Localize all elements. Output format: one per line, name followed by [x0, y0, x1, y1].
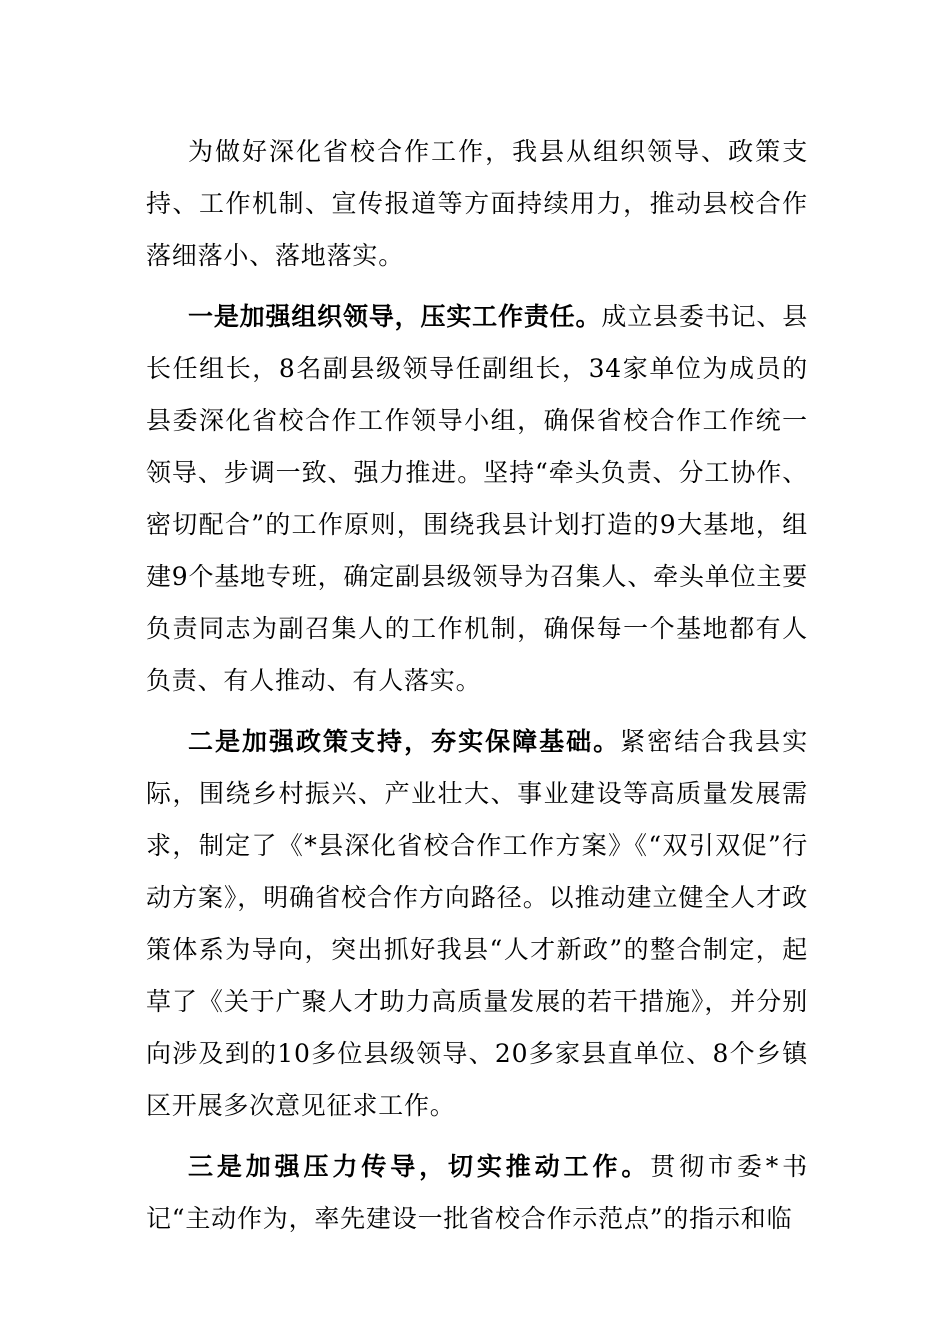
- section-two-text: 紧密结合我县实际，围绕乡村振兴、产业壮大、事业建设等高质量发展需求，制定了《*县深化省校合作工作方案》《“双引双促”行动方案》，明确省校合作方向路径。以推动建立健全人才政策体系为导向，突出抓好我县“人才新政”的整合制定，起草了《关于广聚人才助力高质量发展的若干措施》，并分别向涉及到的10多位县级领导、20多家县直单位、8个乡镇区开展多次意见征求工作。: [146, 727, 808, 1120]
- section-one-heading: 一是加强组织领导，压实工作责任。: [188, 302, 602, 331]
- section-one-text: 成立县委书记、县长任组长，8名副县级领导任副组长，34家单位为成员的县委深化省校合作工作领导小组，确保省校合作工作统一领导、步调一致、强力推进。坚持“牵头负责、分工协作、密切配合”的工作原则，围绕我县计划打造的9大基地，组建9个基地专班，确定副县级领导为召集人、牵头单位主要负责同志为副召集人的工作机制，确保每一个基地都有人负责、有人推动、有人落实。: [146, 302, 808, 695]
- intro-paragraph: [146, 126, 808, 282]
- section-three-heading: 三是加强压力传导，切实推动工作。: [188, 1152, 651, 1181]
- section-three-text: 贯彻市委*书记“主动作为，率先建设一批省校合作示范点”的指示和临: [146, 1152, 808, 1233]
- document-body: [146, 126, 808, 1245]
- section-three-paragraph: [146, 1141, 808, 1245]
- intro-text: 为做好深化省校合作工作，我县从组织领导、政策支持、工作机制、宣传报道等方面持续用力，推动县校合作落细落小、落地落实。: [146, 137, 808, 270]
- section-two-heading: 二是加强政策支持，夯实保障基础。: [188, 727, 621, 756]
- section-two-paragraph: [146, 716, 808, 1132]
- section-one-paragraph: [146, 291, 808, 707]
